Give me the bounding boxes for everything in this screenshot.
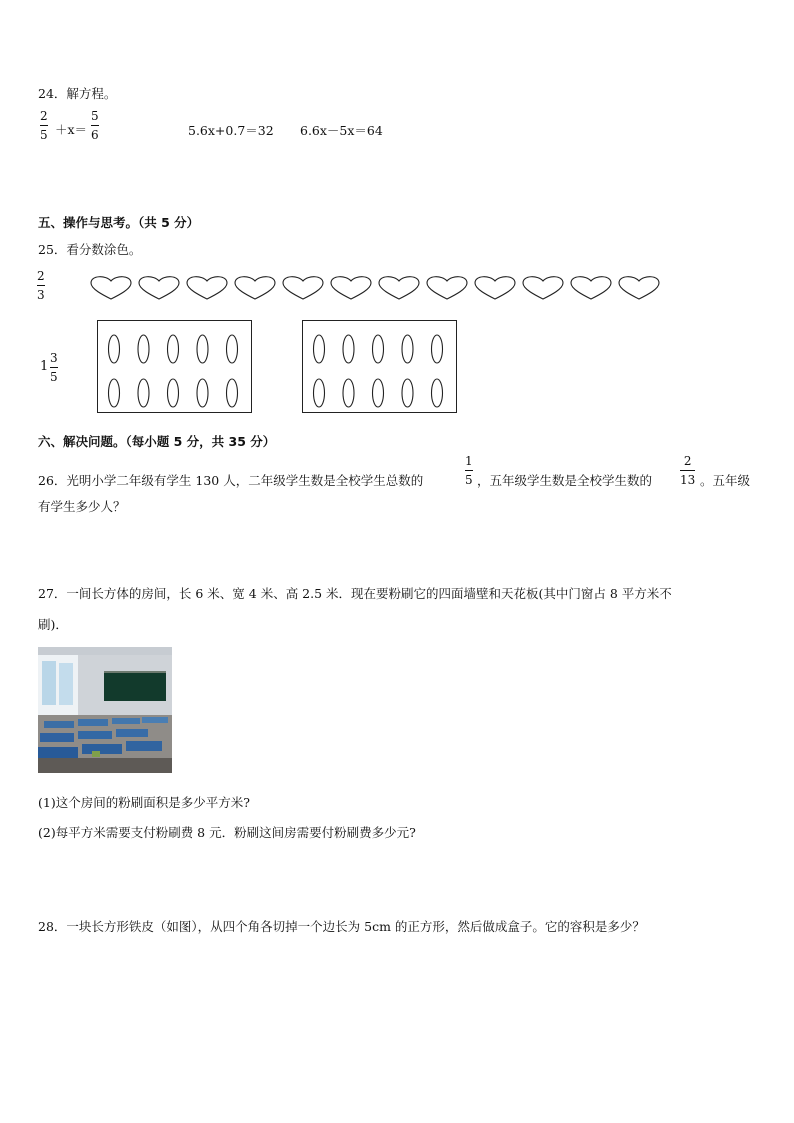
oval-shape <box>197 379 208 407</box>
numerator: 2 <box>37 269 45 283</box>
numerator: 2 <box>40 109 48 123</box>
q28-text: 28．一块长方形铁皮（如图），从四个角各切掉一个边长为 5cm 的正方形，然后做成盒子。它的容积是多少？ <box>38 919 645 934</box>
oval-grid-2 <box>303 321 458 414</box>
numerator: 5 <box>91 109 99 123</box>
oval-shape <box>373 379 384 407</box>
q27-line1: 27．一间长方体的房间，长 6 米、宽 4 米、高 2.5 米．现在要粉刷它的四面墙壁和天花板(其中门窗占 8 平方米不 <box>38 586 672 601</box>
heart-shape <box>281 274 325 300</box>
q27-sub1: (1)这个房间的粉刷面积是多少平方米? <box>38 795 250 810</box>
oval-grid-1 <box>98 321 253 414</box>
section6-heading: 六、解决问题。（每小题 5 分，共 35 分） <box>38 434 276 449</box>
oval-shape <box>343 379 354 407</box>
denominator: 13 <box>680 473 696 487</box>
oval-shape <box>227 379 238 407</box>
heart-shape <box>185 274 229 300</box>
oval-shape <box>314 379 325 407</box>
heart-shape <box>473 274 517 300</box>
numerator: 2 <box>683 454 692 468</box>
q25-whole-number: 1 <box>40 359 49 374</box>
oval-shape <box>227 335 238 363</box>
oval-shape <box>402 335 413 363</box>
q27-sub2: (2)每平方米需要支付粉刷费 8 元．粉刷这间房需要付粉刷费多少元? <box>38 825 416 840</box>
q24-eq1-mid: ＋x＝ <box>55 122 88 137</box>
q26-text-a: 26．光明小学二年级有学生 130 人，二年级学生数是全校学生总数的 <box>38 473 424 488</box>
heart-shape <box>89 274 133 300</box>
oval-shape <box>168 335 179 363</box>
q24-eq1-fraction-b <box>91 110 99 141</box>
denominator: 3 <box>37 288 45 302</box>
oval-shape <box>138 379 149 407</box>
heart-shape <box>329 274 373 300</box>
classroom-photo <box>38 647 172 773</box>
numerator: 3 <box>50 351 58 365</box>
oval-shape <box>432 379 443 407</box>
heart-shape <box>233 274 277 300</box>
heart-shape <box>425 274 469 300</box>
oval-shape <box>109 335 120 363</box>
q24-title: 24．解方程。 <box>38 86 117 101</box>
q26-line2: 有学生多少人？ <box>38 499 126 514</box>
oval-box-2 <box>302 320 457 413</box>
heart-shape <box>569 274 613 300</box>
heart-shape <box>521 274 565 300</box>
q26-text-c: 。五年级 <box>700 473 751 488</box>
oval-shape <box>168 379 179 407</box>
oval-shape <box>402 379 413 407</box>
q26-fraction-b <box>680 455 695 486</box>
q26-fraction-a <box>465 455 473 486</box>
oval-shape <box>197 335 208 363</box>
section5-heading: 五、操作与思考。（共 5 分） <box>38 215 200 230</box>
heart-shape <box>377 274 421 300</box>
numerator: 1 <box>465 454 473 468</box>
oval-shape <box>314 335 325 363</box>
q26-text-b: ，五年级学生数是全校学生数的 <box>477 473 653 488</box>
q25-fraction-1 <box>37 270 45 301</box>
oval-shape <box>138 335 149 363</box>
heart-shape <box>137 274 181 300</box>
oval-shape <box>343 335 354 363</box>
denominator: 5 <box>40 128 48 142</box>
oval-shape <box>109 379 120 407</box>
q24-eq3: 6.6x－5x＝64 <box>300 123 383 138</box>
denominator: 5 <box>50 370 58 384</box>
denominator: 5 <box>465 473 473 487</box>
heart-shape <box>617 274 661 300</box>
q27-line2: 刷)． <box>38 617 68 632</box>
q25-fraction-2 <box>50 352 58 383</box>
q24-eq2: 5.6x+0.7＝32 <box>188 123 274 138</box>
q24-eq1-fraction-a <box>40 110 48 141</box>
denominator: 6 <box>91 128 99 142</box>
oval-box-1 <box>97 320 252 413</box>
oval-shape <box>373 335 384 363</box>
oval-shape <box>432 335 443 363</box>
q25-title: 25．看分数涂色。 <box>38 242 142 257</box>
